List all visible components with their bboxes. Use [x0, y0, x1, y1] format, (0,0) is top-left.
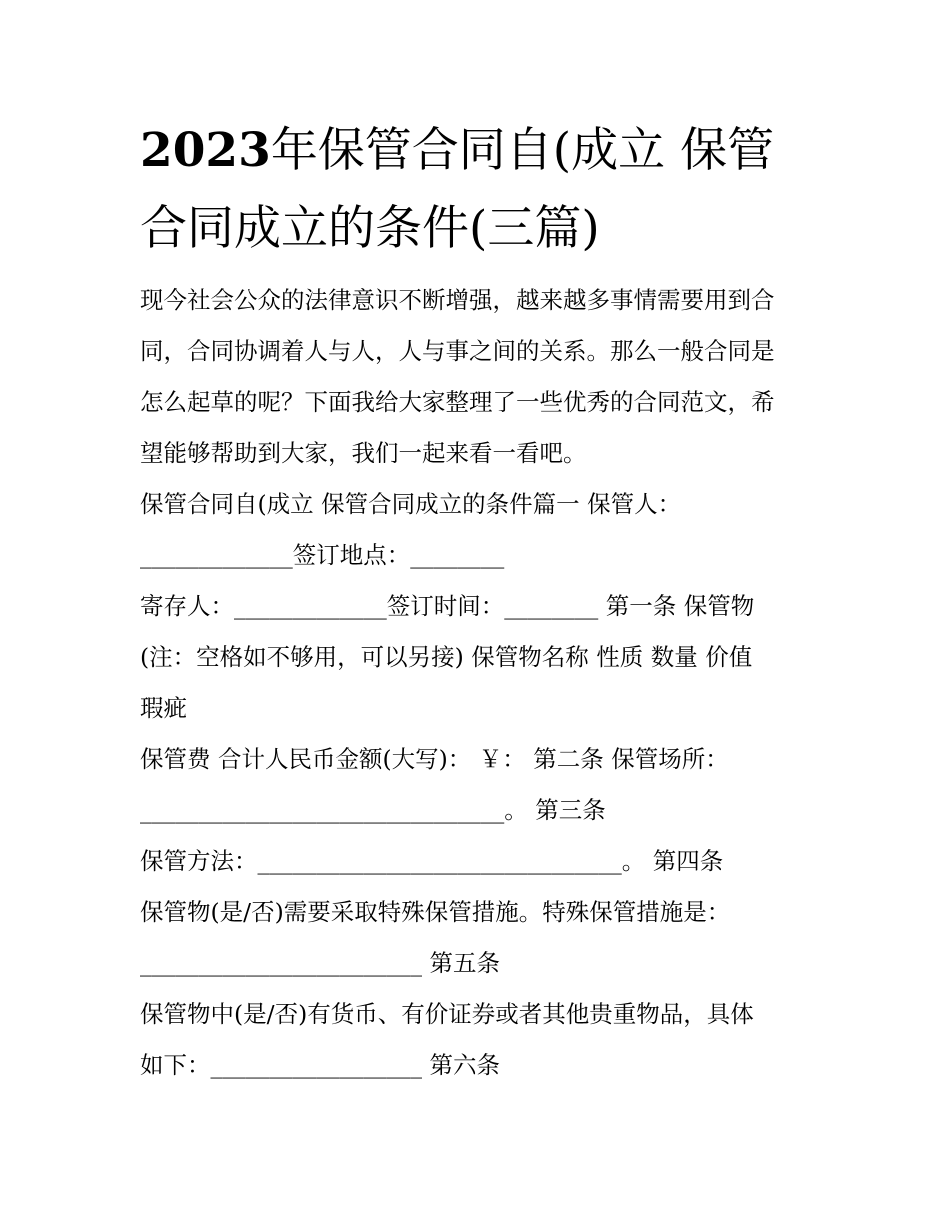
document-title	[140, 112, 840, 268]
body-line: 寄存人：_____________签订时间：________ 第一条 保管物	[140, 592, 755, 620]
title-year: 2023	[140, 123, 271, 178]
body-line: 瑕疵	[140, 694, 187, 722]
body-line: _______________________________。 第三条	[140, 796, 606, 824]
body-line: 怎么起草的呢？下面我给大家整理了一些优秀的合同范文，希	[140, 388, 775, 416]
body-line: 保管方法：_______________________________。 第四条	[140, 847, 724, 875]
body-line: 保管物中(是/否)有货币、有价证券或者其他贵重物品，具体	[140, 1000, 754, 1028]
body-line: 保管费 合计人民币金额(大写)： ￥： 第二条 保管场所：	[140, 745, 729, 773]
body-line: 保管物(是/否)需要采取特殊保管措施。特殊保管措施是：	[140, 898, 731, 926]
body-line: 保管合同自(成立 保管合同成立的条件篇一 保管人：	[140, 490, 682, 518]
body-line: 望能够帮助到大家，我们一起来看一看吧。	[140, 439, 587, 467]
body-line: (注：空格如不够用，可以另接) 保管物名称 性质 数量 价值	[140, 643, 753, 671]
body-line: 现今社会公众的法律意识不断增强，越来越多事情需要用到合	[140, 286, 775, 314]
body-line: 同，合同协调着人与人，人与事之间的关系。那么一般合同是	[140, 337, 775, 365]
body-line: 如下：__________________ 第六条	[140, 1051, 500, 1079]
body-line: _____________签订地点：________	[140, 541, 505, 569]
body-line: ________________________ 第五条	[140, 949, 500, 977]
title-line-1: 年保管合同自(成立 保管	[270, 123, 775, 178]
title-line-2: 合同成立的条件(三篇)	[140, 201, 600, 256]
